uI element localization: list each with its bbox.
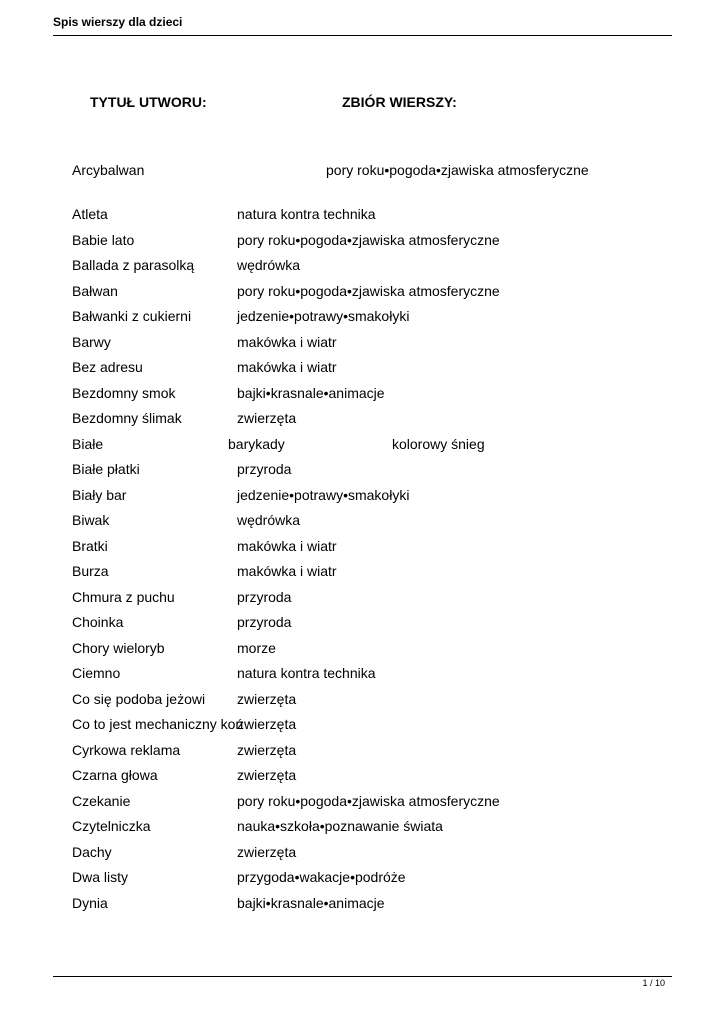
entry-collection: zwierzęta bbox=[237, 716, 297, 732]
entry-collection: przyroda bbox=[237, 614, 292, 630]
entry-title: Choinka bbox=[72, 614, 124, 630]
entry-collection: morze bbox=[237, 639, 276, 656]
entry-collection: przygoda•wakacje•podróże bbox=[237, 869, 406, 885]
header-rule bbox=[53, 35, 672, 36]
entry-title: Czytelniczka bbox=[72, 818, 151, 834]
entry-extra: kolorowy śnieg bbox=[392, 435, 485, 452]
footer-rule bbox=[53, 976, 672, 977]
entry-collection: bajki•krasnale•animacje bbox=[237, 894, 385, 911]
entry-title: Chmura z puchu bbox=[72, 588, 175, 605]
entry-title: Bezdomny ślimak bbox=[72, 410, 182, 426]
entry-collection: przyroda bbox=[237, 588, 292, 605]
entry-collection: zwierzęta bbox=[237, 741, 297, 758]
page-number: 1 / 10 bbox=[642, 978, 665, 988]
entry-collection: natura kontra technika bbox=[237, 665, 376, 681]
entry-collection: barykady bbox=[228, 435, 285, 452]
entry-collection: pory roku•pogoda•zjawiska atmosferyczne bbox=[237, 792, 500, 809]
entry-collection: bajki•krasnale•animacje bbox=[237, 384, 385, 401]
entry-title: Chory wieloryb bbox=[72, 639, 165, 656]
entry-collection: zwierzęta bbox=[237, 767, 297, 783]
entry-title: Barwy bbox=[72, 333, 111, 350]
entry-title: Bezdomny smok bbox=[72, 384, 176, 401]
entry-title: Biały bar bbox=[72, 486, 127, 503]
entry-title: Ballada z parasolką bbox=[72, 257, 195, 273]
entry-title: Białe płatki bbox=[72, 461, 140, 477]
column-heading-collection: ZBIÓR WIERSZY: bbox=[342, 94, 457, 110]
entry-collection: zwierzęta bbox=[237, 410, 297, 426]
entry-collection: jedzenie•potrawy•smakołyki bbox=[237, 308, 410, 324]
entry-collection: pory roku•pogoda•zjawiska atmosferyczne bbox=[237, 282, 500, 299]
entry-collection: makówka i wiatr bbox=[237, 359, 337, 375]
entry-collection: pory roku•pogoda•zjawiska atmosferyczne bbox=[237, 231, 500, 248]
column-heading-title: TYTUŁ UTWORU: bbox=[90, 94, 207, 110]
entry-collection: zwierzęta bbox=[237, 690, 297, 707]
entry-title: Co to jest mechaniczny koń bbox=[72, 716, 244, 732]
entry-collection: wędrówka bbox=[237, 512, 301, 528]
first-entry-title: Arcybalwan bbox=[72, 162, 145, 178]
first-entry-collection: pory roku•pogoda•zjawiska atmosferyczne bbox=[326, 162, 589, 178]
entry-collection: nauka•szkoła•poznawanie świata bbox=[237, 818, 443, 834]
entry-collection: makówka i wiatr bbox=[237, 537, 337, 554]
entry-title: Dachy bbox=[72, 843, 112, 860]
entry-collection: makówka i wiatr bbox=[237, 563, 337, 579]
entry-title: Białe bbox=[72, 435, 104, 452]
page-header-title: Spis wierszy dla dzieci bbox=[53, 15, 183, 29]
entry-title: Cyrkowa reklama bbox=[72, 741, 181, 758]
entry-collection: jedzenie•potrawy•smakołyki bbox=[237, 486, 410, 503]
entry-title: Babie lato bbox=[72, 231, 135, 248]
entry-title: Czarna głowa bbox=[72, 767, 158, 783]
entry-title: Burza bbox=[72, 563, 109, 579]
entry-collection: zwierzęta bbox=[237, 843, 297, 860]
entry-collection: wędrówka bbox=[237, 257, 301, 273]
entry-title: Dynia bbox=[72, 894, 108, 911]
entry-title: Bratki bbox=[72, 537, 108, 554]
entry-title: Bałwan bbox=[72, 282, 118, 299]
entry-title: Biwak bbox=[72, 512, 110, 528]
entry-collection: przyroda bbox=[237, 461, 292, 477]
entry-title: Co się podoba jeżowi bbox=[72, 690, 206, 707]
entry-title: Bez adresu bbox=[72, 359, 143, 375]
entry-collection: natura kontra technika bbox=[237, 206, 376, 222]
entry-title: Dwa listy bbox=[72, 869, 129, 885]
entry-title: Bałwanki z cukierni bbox=[72, 308, 192, 324]
entry-collection: makówka i wiatr bbox=[237, 333, 337, 350]
entry-title: Atleta bbox=[72, 206, 108, 222]
entry-title: Czekanie bbox=[72, 792, 131, 809]
entry-title: Ciemno bbox=[72, 665, 121, 681]
